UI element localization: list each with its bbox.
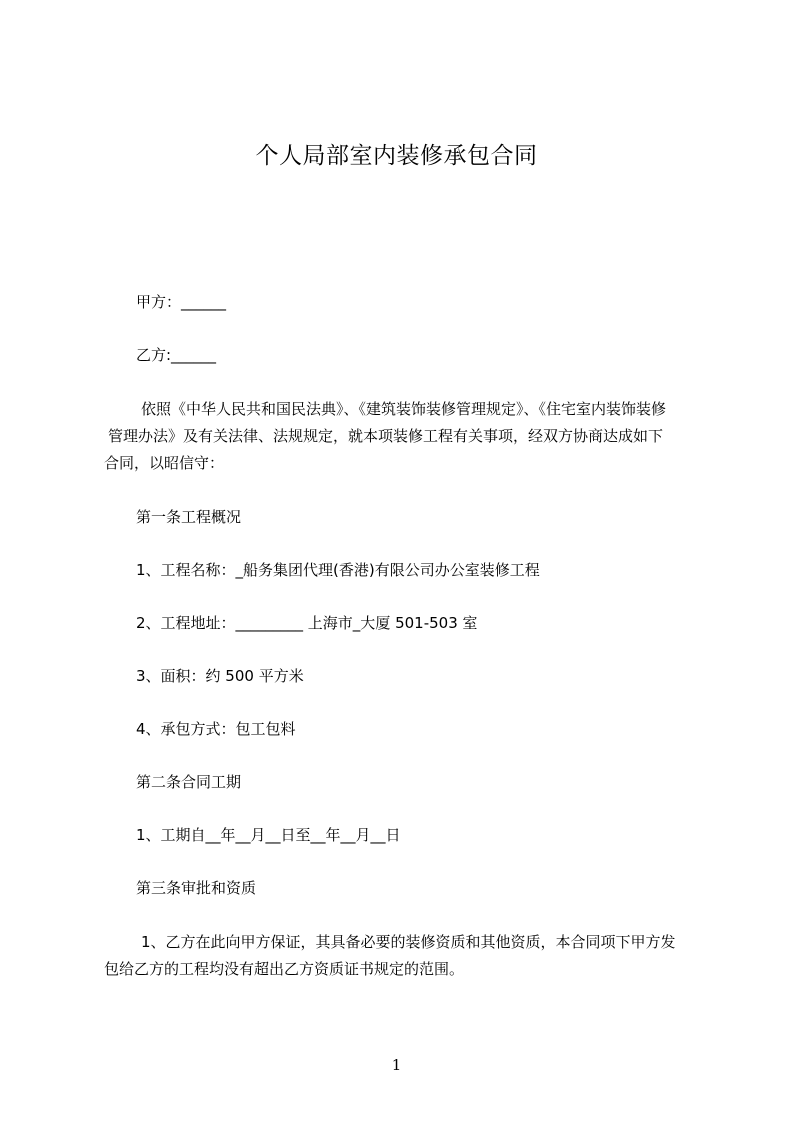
article-1-item-4: 4、承包方式：包工包料: [136, 720, 296, 738]
intro-line-1: 依照《中华人民共和国民法典》、《建筑装饰装修管理规定》、《住宅室内装饰装修: [141, 400, 667, 418]
article-1-item-3: 3、面积：约 500 平方米: [136, 667, 304, 685]
intro-line-2: 管理办法》及有关法律、法规规定，就本项装修工程有关事项，经双方协商达成如下: [108, 427, 664, 445]
article-2-item-1: 1、工期自__年__月__日至__年__月__日: [136, 826, 401, 844]
article-3-heading: 第三条审批和资质: [136, 879, 257, 897]
article-1-item-2: 2、工程地址：_________ 上海市_大厦 501-503 室: [136, 614, 478, 632]
article-1-item-1: 1、工程名称：_船务集团代理(香港)有限公司办公室装修工程: [136, 561, 540, 579]
article-1-heading: 第一条工程概况: [136, 508, 242, 526]
article-3-item-1-line-1: 1、乙方在此向甲方保证，其具备必要的装修资质和其他资质，本合同项下甲方发: [141, 933, 676, 951]
party-b-line: 乙方:______: [136, 346, 217, 364]
intro-line-3: 合同，以昭信守：: [104, 454, 225, 472]
party-a-line: 甲方：______: [136, 293, 227, 311]
page-number: 1: [391, 1056, 402, 1074]
article-3-item-1-line-2: 包给乙方的工程均没有超出乙方资质证书规定的范围。: [104, 960, 465, 978]
article-2-heading: 第二条合同工期: [136, 773, 242, 791]
document-title: 个人局部室内装修承包合同: [255, 143, 538, 169]
